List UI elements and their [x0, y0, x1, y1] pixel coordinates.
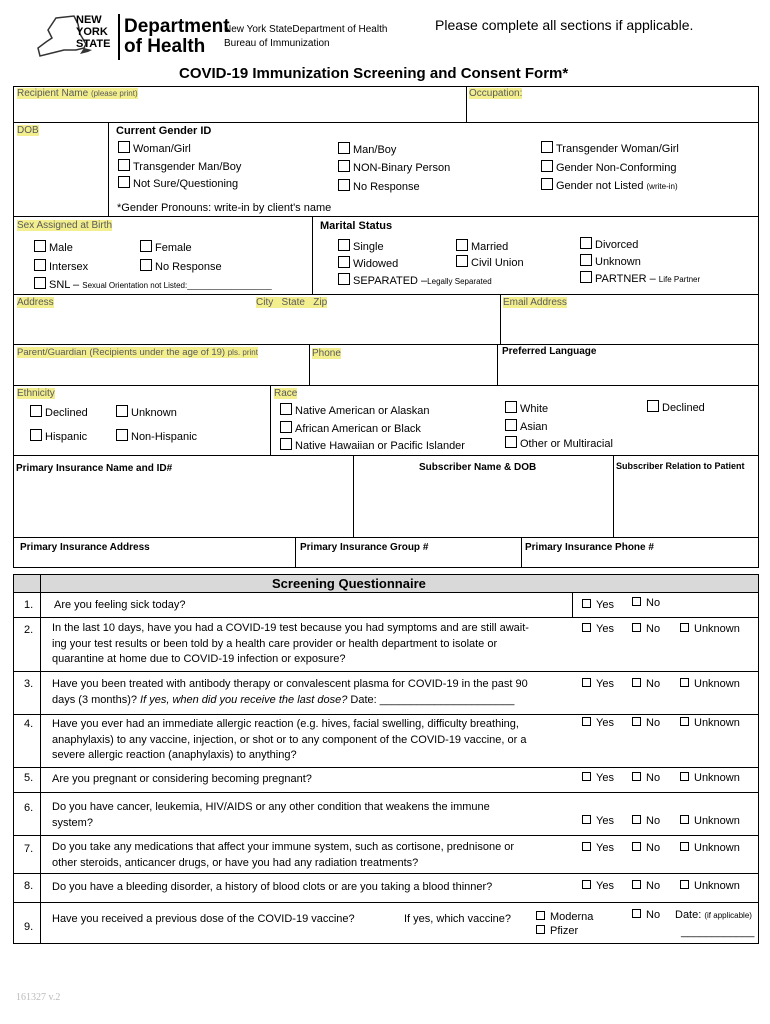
address-label: Address	[17, 297, 54, 308]
q6-text: Do you have cancer, leukemia, HIV/AIDS or any other condition that weakens the immune system?	[52, 801, 490, 829]
dob-input[interactable]	[14, 138, 106, 214]
q8-no[interactable]: No	[632, 880, 660, 892]
gender-woman-girl[interactable]: Woman/Girl	[118, 141, 191, 155]
q8-yes[interactable]: Yes	[582, 880, 614, 892]
city-state-zip-label: City State Zip	[256, 297, 328, 308]
nys-logo	[34, 12, 126, 62]
email-label: Email Address	[503, 297, 567, 308]
marital-label: Marital Status	[320, 220, 393, 232]
q2-unknown[interactable]: Unknown	[680, 623, 740, 635]
sex-female[interactable]: Female	[140, 240, 192, 254]
gender-nonbinary[interactable]: NON-Binary Person	[338, 160, 450, 174]
q7-yes[interactable]: Yes	[582, 842, 614, 854]
marital-married[interactable]: Married	[456, 239, 508, 253]
dept-line2: of Health	[124, 36, 206, 57]
sex-intersex[interactable]: Intersex	[34, 259, 88, 273]
q8-number: 8.	[24, 880, 34, 892]
marital-civil-union[interactable]: Civil Union	[456, 255, 524, 269]
q2-yes[interactable]: Yes	[582, 623, 614, 635]
q3-text: Have you been treated with antibody therapy or convalescent plasma for COVID-19 in the past 90 days (3 months)? If yes, when did you receive the last dose? Date: ______________________	[52, 678, 528, 706]
q9-which-vaccine-label: If yes, which vaccine?	[404, 913, 511, 925]
insurance-name-input[interactable]	[14, 478, 351, 535]
race-other-multiracial[interactable]: Other or Multiracial	[505, 436, 613, 450]
subscriber-relation-label: Subscriber Relation to Patient	[616, 461, 745, 471]
subscriber-label: Subscriber Name & DOB	[419, 462, 537, 473]
q9-number: 9.	[24, 921, 34, 933]
q3-number: 3.	[24, 678, 34, 690]
ethnicity-label: Ethnicity	[17, 388, 55, 399]
gender-non-conforming[interactable]: Gender Non-Conforming	[541, 160, 676, 174]
q2-number: 2.	[24, 624, 34, 636]
q7-unknown[interactable]: Unknown	[680, 842, 740, 854]
sex-label: Sex Assigned at Birth	[17, 220, 113, 231]
q9-date-line[interactable]: ____________	[681, 926, 755, 938]
q6-number: 6.	[24, 802, 34, 814]
form-title: COVID-19 Immunization Screening and Consent Form*	[179, 65, 569, 82]
q1-no[interactable]: No	[632, 597, 660, 609]
q9-pfizer[interactable]: Pfizer	[536, 925, 578, 937]
logo-state: STATE	[76, 38, 111, 50]
q6-yes[interactable]: Yes	[582, 815, 614, 827]
q8-unknown[interactable]: Unknown	[680, 880, 740, 892]
race-african-american[interactable]: African American or Black	[280, 421, 421, 435]
q6-unknown[interactable]: Unknown	[680, 815, 740, 827]
screening-title: Screening Questionnaire	[272, 576, 426, 591]
ethnicity-hispanic[interactable]: Hispanic	[30, 429, 87, 443]
occupation-input[interactable]	[468, 102, 756, 121]
q8-text: Do you have a bleeding disorder, a history of blood clots or are you taking a blood thinner?	[52, 881, 493, 893]
q4-no[interactable]: No	[632, 717, 660, 729]
address-input[interactable]	[14, 312, 498, 342]
agency-line2: Bureau of Immunization	[224, 38, 330, 49]
q4-yes[interactable]: Yes	[582, 717, 614, 729]
marital-widowed[interactable]: Widowed	[338, 256, 398, 270]
agency-line1: New York StateDepartment of Health	[224, 24, 388, 35]
logo-york: YORK	[76, 26, 108, 38]
q5-yes[interactable]: Yes	[582, 772, 614, 784]
instruction: Please complete all sections if applicable.	[435, 17, 694, 33]
race-asian[interactable]: Asian	[505, 419, 548, 433]
form-code: 161327 v.2	[16, 992, 61, 1003]
insurance-name-label: Primary Insurance Name and ID#	[16, 463, 173, 474]
marital-divorced[interactable]: Divorced	[580, 237, 638, 251]
q5-no[interactable]: No	[632, 772, 660, 784]
race-declined[interactable]: Declined	[647, 400, 705, 414]
sex-male[interactable]: Male	[34, 240, 73, 254]
gender-label: Current Gender ID	[116, 125, 212, 137]
marital-separated[interactable]: SEPARATED –Legally Separated	[338, 273, 492, 287]
q9-date[interactable]: Date: (if applicable)	[675, 909, 752, 921]
relation-input[interactable]	[615, 478, 756, 535]
q5-number: 5.	[24, 772, 34, 784]
q7-text: Do you take any medications that affect your immune system, such as cortisone, prednisone or other steroids, anticancer drugs, or have you had any radiation treatments?	[52, 841, 515, 869]
q5-text: Are you pregnant or considering becoming pregnant?	[52, 773, 312, 785]
marital-unknown[interactable]: Unknown	[580, 254, 641, 268]
insurance-address-label: Primary Insurance Address	[20, 542, 150, 553]
gender-trans-man-boy[interactable]: Transgender Man/Boy	[118, 159, 241, 173]
recipient-name-label: Recipient Name (please print)	[17, 88, 138, 99]
insurance-group-label: Primary Insurance Group #	[300, 542, 429, 553]
race-label: Race	[274, 388, 298, 399]
q1-number: 1.	[24, 599, 34, 611]
sex-no-response[interactable]: No Response	[140, 259, 222, 273]
ethnicity-declined[interactable]: Declined	[30, 405, 88, 419]
q4-unknown[interactable]: Unknown	[680, 717, 740, 729]
q4-number: 4.	[24, 718, 34, 730]
q1-yes[interactable]: Yes	[582, 599, 614, 611]
gender-not-listed[interactable]: Gender not Listed (write-in)	[541, 178, 678, 192]
q3-unknown[interactable]: Unknown	[680, 678, 740, 690]
sex-snl[interactable]: SNL – Sexual Orientation not Listed:___________________	[34, 277, 272, 291]
race-white[interactable]: White	[505, 401, 548, 415]
dept-line1: Department	[124, 16, 230, 37]
email-input[interactable]	[502, 312, 756, 342]
q2-text: In the last 10 days, have you had a COVID-19 test because you had symptoms and are still await- ing your test results or been told by a health care provider or health department to isolate or quarantine at home due to COVID-19 infection or exposure?	[52, 622, 529, 665]
race-native-hawaiian[interactable]: Native Hawaiian or Pacific Islander	[280, 438, 465, 452]
q9-moderna[interactable]: Moderna	[536, 911, 593, 923]
insurance-phone-label: Primary Insurance Phone #	[525, 542, 654, 553]
gender-pronouns: *Gender Pronouns: write-in by client's name	[117, 202, 332, 214]
q7-number: 7.	[24, 843, 34, 855]
q1-text: Are you feeling sick today?	[54, 599, 186, 611]
gender-no-response[interactable]: No Response	[338, 179, 420, 193]
q9-text: Have you received a previous dose of the COVID-19 vaccine?	[52, 913, 355, 925]
logo-new: NEW	[76, 14, 102, 26]
phone-label: Phone	[312, 348, 341, 359]
q5-unknown[interactable]: Unknown	[680, 772, 740, 784]
gender-trans-woman-girl[interactable]: Transgender Woman/Girl	[541, 141, 679, 155]
q3-yes[interactable]: Yes	[582, 678, 614, 690]
q4-text: Have you ever had an immediate allergic reaction (e.g. hives, facial swelling, difficulty breathing, anaphylaxis) to any vaccine, injection, or shot or to any component of the COVID-19 vaccine, or a severe allergic reaction (anaphylaxis) to anything?	[52, 718, 527, 761]
marital-single[interactable]: Single	[338, 239, 384, 253]
language-label: Preferred Language	[502, 346, 597, 357]
q7-no[interactable]: No	[632, 842, 660, 854]
recipient-name-input[interactable]	[14, 102, 464, 121]
ethnicity-non-hispanic[interactable]: Non-Hispanic	[116, 429, 197, 443]
occupation-label: Occupation:	[469, 88, 523, 99]
subscriber-input[interactable]	[355, 478, 611, 535]
marital-partner[interactable]: PARTNER – Life Partner	[580, 271, 700, 285]
ethnicity-unknown[interactable]: Unknown	[116, 405, 177, 419]
q9-no[interactable]: No	[632, 909, 660, 921]
q3-no[interactable]: No	[632, 678, 660, 690]
q6-no[interactable]: No	[632, 815, 660, 827]
q2-no[interactable]: No	[632, 623, 660, 635]
dob-label: DOB	[17, 125, 39, 136]
gender-not-sure[interactable]: Not Sure/Questioning	[118, 176, 238, 190]
guardian-label: Parent/Guardian (Recipients under the age of 19) pls. print	[17, 347, 258, 358]
gender-man-boy[interactable]: Man/Boy	[338, 142, 396, 156]
race-native-american[interactable]: Native American or Alaskan	[280, 403, 430, 417]
